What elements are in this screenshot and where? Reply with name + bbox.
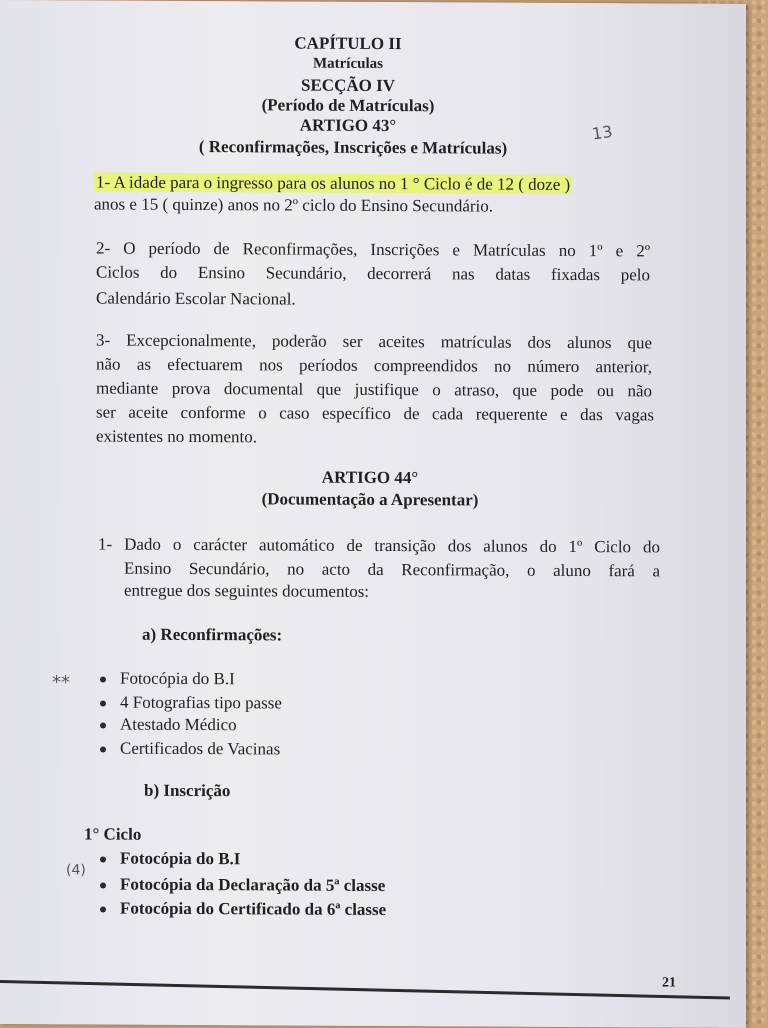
section-title: SECÇÃO IV [301, 75, 395, 96]
handwritten-note: 13 [590, 121, 614, 144]
bullet-icon [100, 723, 106, 729]
bullet-icon [100, 701, 106, 707]
list-item: Fotocópia da Declaração da 5ª classe [120, 874, 386, 896]
list-item: Atestado Médico [120, 714, 237, 735]
bullet-icon [100, 857, 106, 863]
highlighted-text: 1- A idade para o ingresso para os alunos no 1 ° Ciclo é de 12 ( doze ) [96, 172, 571, 194]
article-43-paragraph-3-line-1: 3- Excepcionalmente, poderão ser aceites matrículas dos alunos que [96, 330, 652, 353]
article-44-paragraph-1-line-2: Ensino Secundário, no acto da Reconfirmação, o aluno fará a [124, 558, 660, 581]
article-43-paragraph-1-line-2: anos e 15 ( quinze) anos no 2º ciclo do Ensino Secundário. [94, 194, 494, 216]
bullet-icon [100, 747, 106, 753]
article-43-paragraph-3-line-5: existentes no momento. [96, 426, 258, 447]
page-number: 21 [662, 975, 676, 991]
bullet-icon [100, 883, 106, 889]
handwritten-circled-mark: (4) [66, 862, 86, 879]
section-subtitle: (Período de Matrículas) [261, 95, 435, 116]
article-43-title: ARTIGO 43° [299, 115, 397, 136]
article-43-paragraph-2-line-3: Calendário Escolar Nacional. [96, 288, 296, 309]
inscricao-heading: b) Inscrição [144, 780, 231, 801]
article-43-paragraph-3-line-2: não as efectuarem nos períodos compreendidos no número anterior, [96, 354, 652, 377]
article-43-subtitle: ( Reconfirmações, Inscrições e Matrículas) [198, 137, 508, 158]
article-43-paragraph-2-line-2: Ciclos do Ensino Secundário, decorrerá nas datas fixadas pelo [96, 262, 650, 285]
reconfirmacoes-heading: a) Reconfirmações: [142, 624, 283, 645]
article-44-paragraph-1-line-1: 1- Dado o carácter automático de transição dos alunos do 1º Ciclo do [98, 534, 660, 557]
article-44-title: ARTIGO 44° [321, 467, 419, 488]
ciclo-heading: 1° Ciclo [84, 824, 142, 844]
article-43-paragraph-3-line-4: ser aceite conforme o caso específico de cada requerente e das vagas [96, 402, 654, 425]
bullet-icon [100, 907, 106, 913]
list-item: Certificados de Vacinas [120, 738, 281, 759]
list-item: Fotocópia do Certificado da 6ª classe [120, 898, 387, 920]
chapter-title: CAPÍTULO II [294, 33, 402, 54]
article-43-paragraph-2-line-1: 2- O período de Reconfirmações, Inscrições e Matrículas no 1º e 2º [96, 238, 650, 261]
list-item: Fotocópia do B.I [120, 668, 235, 689]
article-43-paragraph-1-line-1 [94, 172, 572, 195]
article-43-paragraph-3-line-3: mediante prova documental que justifique o atraso, que pode ou não [96, 378, 652, 401]
bullet-icon [100, 677, 106, 683]
list-item: Fotocópia do B.I [120, 848, 241, 869]
handwritten-asterisks: ** [52, 672, 70, 694]
article-44-paragraph-1-line-3: entregue dos seguintes documentos: [124, 580, 370, 601]
list-item: 4 Fotografias tipo passe [120, 692, 282, 713]
chapter-subtitle: Matrículas [313, 55, 383, 73]
footer-rule [0, 980, 730, 1000]
article-44-subtitle: (Documentação a Apresentar) [261, 489, 479, 510]
